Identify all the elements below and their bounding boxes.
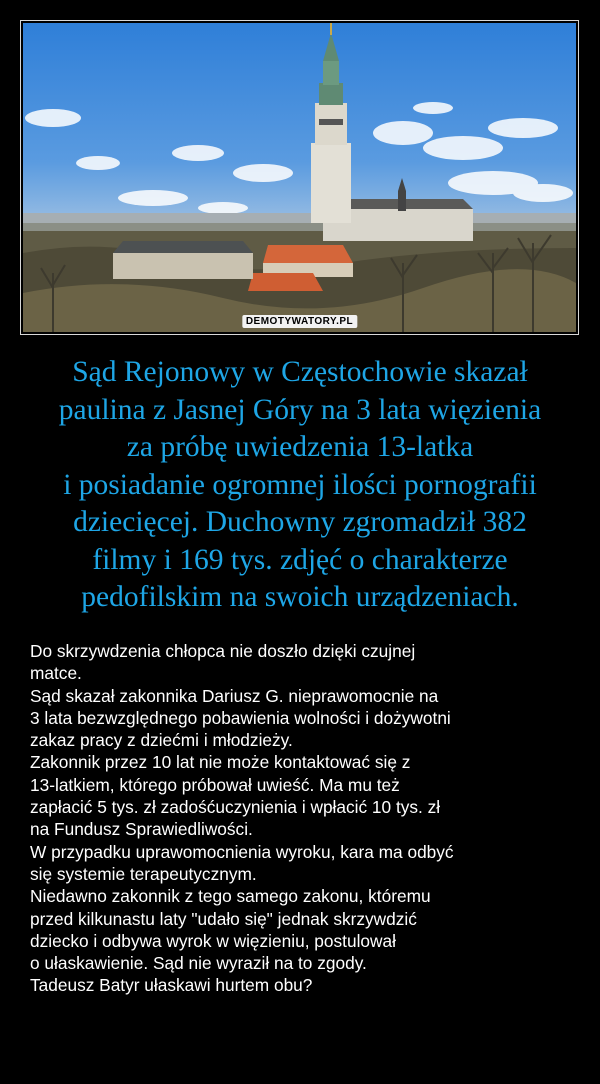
body-line: się systemie terapeutycznym.: [30, 863, 257, 884]
body-line: Niedawno zakonnik z tego samego zakonu, któremu: [30, 886, 431, 907]
body-line: Zakonnik przez 10 lat nie może kontaktować się z: [30, 752, 411, 773]
body-line: na Fundusz Sprawiedliwości.: [30, 819, 253, 840]
body-line: dziecko i odbywa wyrok w więzieniu, postulował: [30, 930, 396, 951]
watermark-label: DEMOTYWATORY.PL: [242, 315, 357, 328]
body-line: o ułaskawienie. Sąd nie wyraził na to zgody.: [30, 953, 367, 974]
body-line: 13-latkiem, którego próbował uwieść. Ma mu też: [30, 774, 400, 795]
monastery-photo: [23, 23, 576, 332]
photo-frame: [20, 20, 579, 335]
body-text: [30, 640, 575, 997]
headline: [18, 354, 582, 617]
body-line: przed kilkunastu laty "udało się" jednak skrzywdzić: [30, 908, 417, 929]
headline-line: paulina z Jasnej Góry na 3 lata więzienia: [58, 393, 542, 426]
body-line: Tadeusz Batyr ułaskawi hurtem obu?: [30, 975, 313, 996]
headline-line: filmy i 169 tys. zdjęć o charakterze: [92, 543, 508, 576]
headline-line: za próbę uwiedzenia 13-latka: [126, 431, 474, 463]
body-line: W przypadku uprawomocnienia wyroku, kara ma odbyć: [30, 841, 454, 862]
body-line: matce.: [30, 663, 82, 684]
body-line: Sąd skazał zakonnika Dariusz G. nieprawomocnie na: [30, 685, 439, 706]
body-line: zapłacić 5 tys. zł zadośćuczynienia i wpłacić 10 tys. zł: [30, 797, 441, 818]
body-line: zakaz pracy z dziećmi i młodzieży.: [30, 730, 293, 751]
monastery-illustration: [23, 23, 576, 332]
headline-line: Sąd Rejonowy w Częstochowie skazał: [72, 356, 528, 388]
body-line: 3 lata bezwzględnego pobawienia wolności i dożywotni: [30, 707, 451, 728]
headline-line: pedofilskim na swoich urządzeniach.: [81, 581, 519, 613]
headline-line: i posiadanie ogromnej ilości pornografii: [63, 468, 537, 501]
headline-line: dziecięcej. Duchowny zgromadził 382: [73, 506, 527, 538]
body-line: Do skrzywdzenia chłopca nie doszło dzięki czujnej: [30, 641, 416, 661]
